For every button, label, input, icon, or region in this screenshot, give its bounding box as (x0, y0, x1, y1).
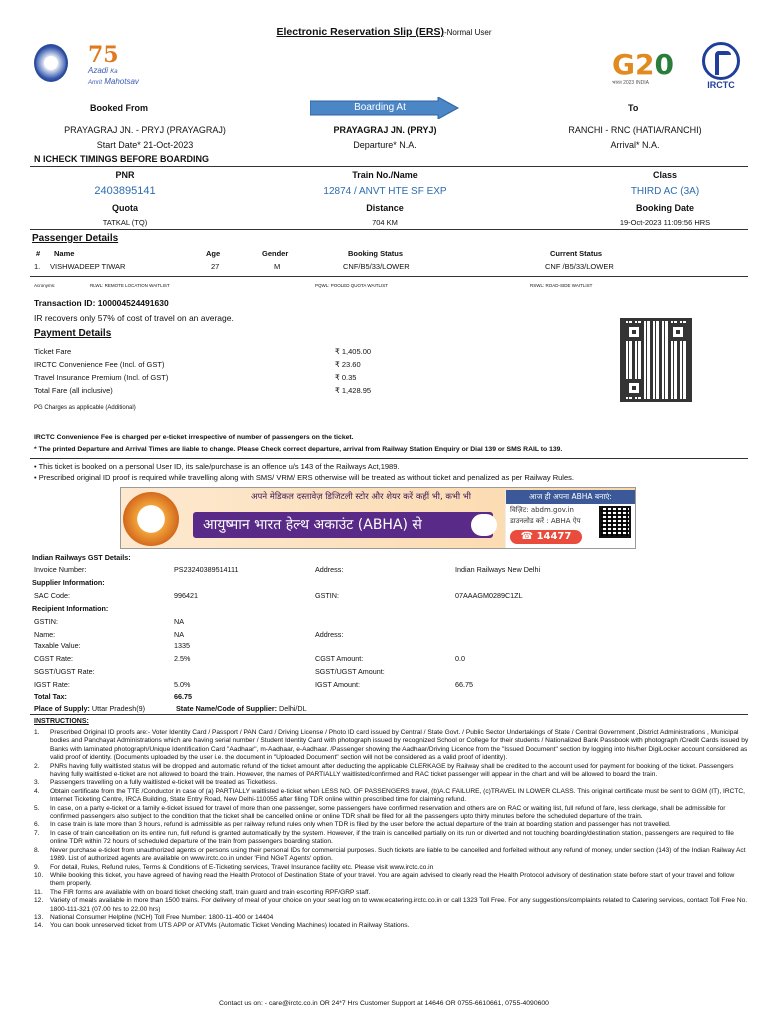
train-label: Train No./Name (352, 170, 418, 180)
payment-value: ₹ 23.60 (335, 360, 361, 369)
banner-visit: विज़िट: abdm.gov.in (510, 506, 574, 514)
departure-time: Departure* N.A. (353, 140, 417, 150)
transaction-id: Transaction ID: 100004524491630 (34, 298, 169, 308)
scan-icon (471, 514, 497, 536)
table-cell: CNF/B5/33/LOWER (343, 262, 410, 271)
boarding-at-label: Boarding At (354, 102, 406, 113)
banner-top-text: अपने मेडिकल दस्तावेज़ डिजिटली स्टोर और शेयर करें कहीं भी, कभी भी (251, 492, 471, 502)
col-header: # (36, 249, 41, 258)
list-item: 9. For detail, Rules, Refund rules, Terms & Conditions of E-Ticketing services, Travel Insurance facility etc. Please visit www.irctc.co.in (34, 863, 434, 871)
gst-label: Total Tax: (34, 692, 67, 701)
gst-label: SAC Code: (34, 591, 70, 600)
g20-logo: G20 भारत 2023 INDIA (612, 48, 674, 86)
divider (30, 229, 748, 230)
list-item: 5. In case, on a party e-ticket or a family e-ticket issued for travel of more than one passenger, some passengers have confirmed reservation and others are on RAC or waiting list, full refund of fare, less clerkage, shall be admissible for confirmed passengers also subject to the condition that the ticket shall be cancelled online or online TDR shall be filed for all the passengers upto thirty minutes before the scheduled departure of the train. (34, 804, 726, 821)
gst-label: CGST Amount: (315, 654, 364, 663)
gst-label: IGST Amount: (315, 680, 361, 689)
list-item: 4. Obtain certificate from the TTE /Conductor in case of (a) PARTIALLY waitlisted e-ticket when LESS NO. OF PASSENGERS travel, (b)A.C FAILURE, (c)TRAVEL IN LOWER CLASS. This original certificate must be sent to GGM (IT), IRCTC, Internet Ticketing Centre, IRCA Building, State Entry Road, New Delhi-110055 after filing TDR online within prescribed time for claiming refund. (34, 787, 746, 804)
gst-title: Indian Railways GST Details: (32, 553, 131, 562)
recipient-title: Recipient Information: (32, 604, 109, 613)
distance-label: Distance (366, 203, 404, 213)
list-item: 1. Prescribed Original ID proofs are:- Voter Identity Card / Passport / PAN Card / Driving License / Photo ID card issued by Central / State Govt. / Public Sector Undertakings of State / Central Government ,District Administrations , Municipal bodies and Panchayat Administrations which are having serial number / Student Identity Card with photograph issued by recognized School or College for their students / Nationalized Bank Passbook with photograph /Credit Cards issued by Banks with laminated photograph/Unique Identification Card "Aadhaar", m-Aadhaar, e-Aadhaar. /Passenger showing the Aadhaar/Driving Licence from the "Issued Document" section by logging into his/her DigiLocker account considered as valid proof of identity. (Documents uploaded by the user i.e. the document in "Uploaded Document" section will not be considered as a valid proof of identity). (34, 729, 749, 762)
gst-label: GSTIN: (34, 617, 58, 626)
booked-from-label: Booked From (90, 103, 149, 113)
col-header: Age (206, 249, 221, 258)
abha-advertisement-banner[interactable] (120, 487, 636, 549)
gst-value: 2.5% (174, 654, 191, 663)
pg-charges-note: PG Charges as applicable (Additional) (34, 405, 136, 411)
list-item: 7. In case of train cancellation on its entire run, full refund is granted automatically by the system. However, if the train is cancelled partially on its run or diverted and not touching boarding/destination station, passengers are required to file online TDR within 72 hours of scheduled departure of the train from passengers boarding station. (34, 829, 734, 846)
divider (30, 458, 748, 459)
list-item: 8. Never purchase e-ticket from unauthorized agents or persons using their personal IDs for commercial purposes. Such tickets are liable to be cancelled and forfeited without any refund of money, under section (143) of the Indian Railway Act 1989. List of authorized agents are available on www.irctc.co.in under 'Find NGeT Agents' option. (34, 846, 746, 863)
divider (30, 714, 748, 715)
gst-value: 1335 (174, 641, 190, 650)
gst-label: GSTIN: (315, 591, 339, 600)
class-value: THIRD AC (3A) (630, 186, 700, 197)
gst-value: NA (174, 630, 184, 639)
gst-label: Taxable Value: (34, 641, 81, 650)
pnr-value: 2403895141 (94, 185, 156, 197)
train-value: 12874 / ANVT HTE SF EXP (323, 186, 447, 197)
gst-label: Address: (315, 630, 344, 639)
gst-value: Indian Railways New Delhi (455, 565, 541, 574)
gst-value: NA (174, 617, 184, 626)
list-item: 3. Passengers travelling on a fully waitlisted e-ticket will be treated as Ticketless. (34, 779, 278, 787)
payment-details-title: Payment Details (34, 328, 112, 339)
note-bullet: • Prescribed original ID proof is required while travelling along with SMS/ VRM/ ERS otherwise will be treated as without ticket and penalized as per Railway Rules. (34, 473, 574, 482)
place-of-supply: Place of Supply: Uttar Pradesh(9) (34, 704, 146, 713)
list-item: 13. National Consumer Helpline (NCH) Toll Free Number: 1800-11-400 or 14404 (34, 913, 274, 921)
ers-title-main: Electronic Reservation Slip (ERS) (276, 26, 444, 38)
payment-value: ₹ 0.35 (335, 373, 357, 382)
payment-label: IRCTC Convenience Fee (Incl. of GST) (34, 360, 165, 369)
acronym-rswl: RSWL: ROAD-SIDE WAITLIST (530, 283, 593, 288)
gst-value: 5.0% (174, 680, 191, 689)
conv-fee-note: IRCTC Convenience Fee is charged per e-ticket irrespective of number of passengers on the ticket. (34, 434, 354, 441)
booking-date-label: Booking Date (635, 203, 694, 213)
check-timings-note: N ICHECK TIMINGS BEFORE BOARDING (34, 154, 210, 164)
payment-value: ₹ 1,428.95 (335, 386, 372, 395)
list-item: 2. PNRs having fully waitlisted status will be dropped and automatic refund of the ticket amount after deducting the applicable CLERKAGE by Railway shall be credited to the account used for payment for booking of the ticket. Passengers having fully waitlisted e-ticket are not allowed to board the train. However, the names of PARTIALLY waitlisted/confirmed and RAC ticket passenger will appear in the chart and will be allowed to board the train. (34, 762, 734, 779)
gst-label: Invoice Number: (34, 565, 87, 574)
acronym-rlwl: RLWL: REMOTE LOCATION WAITLIST (90, 283, 170, 288)
list-item: 12. Variety of meals available in more than 1500 trains. For delivery of meal of your choice on your seat log on to www.ecatering.irctc.co.in or call 1323 Toll Free. For any suggestions/complaints related to Catering services, contact Toll Free No. 1800-111-321 (07.00 hrs to 22.00 hrs) (34, 897, 748, 913)
banner-main-text: आयुष्मान भारत हेल्थ अकाउंट (ABHA) से (193, 512, 493, 538)
timing-note: * The printed Departure and Arrival Times are liable to change. Please Check correct departure, arrival from Railway Station Enquiry or Dial 139 or SMS RAIL to 139. (34, 446, 563, 453)
list-item: 11. The FIR forms are available with on board ticket checking staff, train guard and train escorting RPF/GRP staff. (34, 888, 371, 896)
table-cell: CNF /B5/33/LOWER (545, 262, 614, 271)
gst-label: Address: (315, 565, 344, 574)
col-header: Gender (262, 249, 289, 258)
payment-label: Travel Insurance Premium (Incl. of GST) (34, 373, 169, 382)
distance-value: 704 KM (372, 218, 398, 227)
azadi-ka-amrit-mahotsav-logo: 75 Azadi Ka Amrit Mahotsav (88, 42, 139, 86)
boarding-station: PRAYAGRAJ JN. (PRYJ) (333, 125, 437, 135)
list-item: 14. You can book unreserved ticket from UTS APP or ATVMs (Automatic Ticket Vending Machines) located in Railway Stations. (34, 922, 410, 930)
to-label: To (628, 103, 639, 113)
to-station: RANCHI - RNC (HATIA/RANCHI) (568, 125, 702, 135)
gst-label: SGST/UGST Amount: (315, 667, 385, 676)
ayushman-logo (123, 492, 179, 546)
banner-download: डाउनलोड करें : ABHA ऐप (510, 517, 581, 525)
table-cell: VISHWADEEP TIWAR (50, 262, 126, 271)
col-header: Booking Status (348, 249, 404, 258)
payment-label: Total Fare (all inclusive) (34, 386, 113, 395)
list-item: 6. In case train is late more than 3 hours, refund is admissible as per railway refund rules only when TDR is filed by the user before the actual departure of the train at boarding station and passenger has not travelled. (34, 821, 671, 829)
table-cell: 27 (211, 262, 220, 271)
col-header: Name (54, 249, 75, 258)
arrival-time: Arrival* N.A. (610, 140, 660, 150)
supplier-title: Supplier Information: (32, 578, 105, 587)
ers-title (0, 26, 768, 38)
gst-value: 0.0 (455, 654, 465, 663)
col-header: Current Status (550, 249, 603, 258)
quota-value: TATKAL (TQ) (102, 218, 148, 227)
gst-label: Name: (34, 630, 56, 639)
gst-label: IGST Rate: (34, 680, 70, 689)
instructions-list (34, 729, 750, 931)
payment-value: ₹ 1,405.00 (335, 347, 372, 356)
start-date: Start Date* 21-Oct-2023 (96, 140, 194, 150)
booking-date-value: 19-Oct-2023 11:09:56 HRS (619, 218, 711, 227)
recovery-note: IR recovers only 57% of cost of travel on an average. (34, 313, 234, 323)
table-cell: 1. (34, 262, 41, 271)
irctc-logo: IRCTC (698, 42, 744, 92)
indian-railways-logo (34, 44, 68, 82)
gst-value: 66.75 (455, 680, 473, 689)
class-label: Class (652, 170, 678, 180)
banner-cta (505, 490, 635, 548)
instructions-title: INSTRUCTIONS: (34, 718, 89, 725)
payment-label: Ticket Fare (34, 347, 72, 356)
ers-title-sub: -Normal User (443, 28, 492, 37)
passenger-details-title: Passenger Details (32, 233, 119, 244)
gst-value: 07AAAGM0289C1ZL (455, 591, 523, 600)
contact-footer: Contact us on: - care@irctc.co.in OR 24*7 Hrs Customer Support at 14646 OR 0755-6610661, 0755-4090600 (219, 1000, 549, 1007)
gst-label: CGST Rate: (34, 654, 74, 663)
banner-helpline: ☎ 14477 (510, 530, 582, 544)
ticket-qr-code (620, 318, 692, 402)
divider (30, 276, 748, 277)
banner-qr-code (599, 506, 631, 538)
boarding-at-arrow (310, 97, 460, 119)
gst-label: SGST/UGST Rate: (34, 667, 95, 676)
gst-value: 996421 (174, 591, 198, 600)
gst-value: PS23240389514111 (174, 565, 239, 574)
banner-cta-title: आज ही अपना ABHA बनाएं: (506, 490, 635, 504)
from-station: PRAYAGRAJ JN. - PRYJ (PRAYAGRAJ) (64, 125, 226, 135)
quota-label: Quota (112, 203, 138, 213)
note-bullet: • This ticket is booked on a personal User ID, its sale/purchase is an offence u/s 143 of the Railways Act,1989. (34, 462, 400, 471)
acronyms-label: Acronyms: (34, 283, 56, 288)
divider (30, 166, 748, 167)
pnr-label: PNR (115, 170, 135, 180)
gst-value: 66.75 (174, 692, 192, 701)
list-item: 10. While booking this ticket, you have agreed of having read the Health Protocol of Destination State of your travel. You are again advised to clearly read the Health Protocol advisory of destination state before start of your travel and follow them properly. (34, 871, 735, 888)
state-of-supplier: State Name/Code of Supplier: Delhi/DL (176, 704, 307, 713)
table-cell: M (274, 262, 281, 271)
acronym-pqwl: PQWL: POOLED QUOTA WAITLIST (315, 283, 389, 288)
